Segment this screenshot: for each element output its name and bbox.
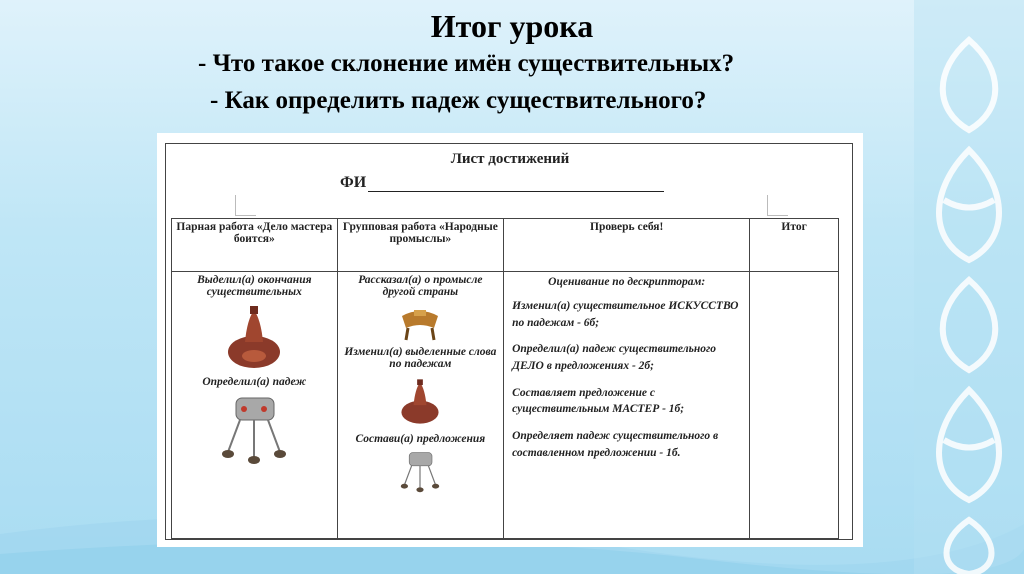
question-1: - Что такое склонение имён существительных? [198,50,735,77]
cell-pair-work [172,272,338,539]
eval-title: Оценивание по дескрипторам: [548,276,706,288]
slide-title: Итог урока [430,8,594,44]
header-self-check: Проверь себя! [504,219,750,272]
header-result: Итог [750,219,839,272]
task-compose: Состави(а) предложения [355,433,486,445]
task-case: Определил(а) падеж [202,376,307,388]
header-pair-work: Парная работа «Дело мастера боится» [172,219,338,272]
achievement-table [171,218,839,539]
table-row [172,272,839,539]
criterion: Составляет предложение с существительным МАСТЕР - 1б; [512,386,685,416]
bracelet-image [396,449,444,497]
task-endings: Выделил(а) окончания существительных [197,274,312,298]
question-2: - Как определить падеж существительного? [210,87,707,114]
header-group-work: Групповая работа «Народные промыслы» [337,219,503,272]
task-story: Рассказал(а) о промысле другой страны [358,274,483,298]
table-header-row [172,219,839,272]
task-change: Изменил(а) выделенные слова по падежам [344,346,497,370]
achievement-sheet [157,133,863,547]
cell-self-check [504,272,750,539]
cell-result [750,272,839,539]
corner-mark [767,195,788,216]
ornament-border [914,0,1024,574]
bracelet-image [214,392,294,472]
saddle-image [396,302,444,342]
fi-label: ФИ [340,174,367,191]
criterion: Определил(а) падеж существительного ДЕЛО в предложениях - 2б; [512,343,717,373]
corner-mark [235,195,256,216]
cell-group-work [337,272,503,539]
fi-line [368,177,664,192]
criterion: Определяет падеж существительного в составленном предложении - 1б. [512,430,719,459]
criterion: Изменил(а) существительное ИСКУССТВО по падежам - 6б; [512,300,739,329]
jug-image [395,374,445,429]
fi-field [340,174,664,192]
sheet-title: Лист достижений [450,151,570,167]
jug-image [219,302,289,372]
